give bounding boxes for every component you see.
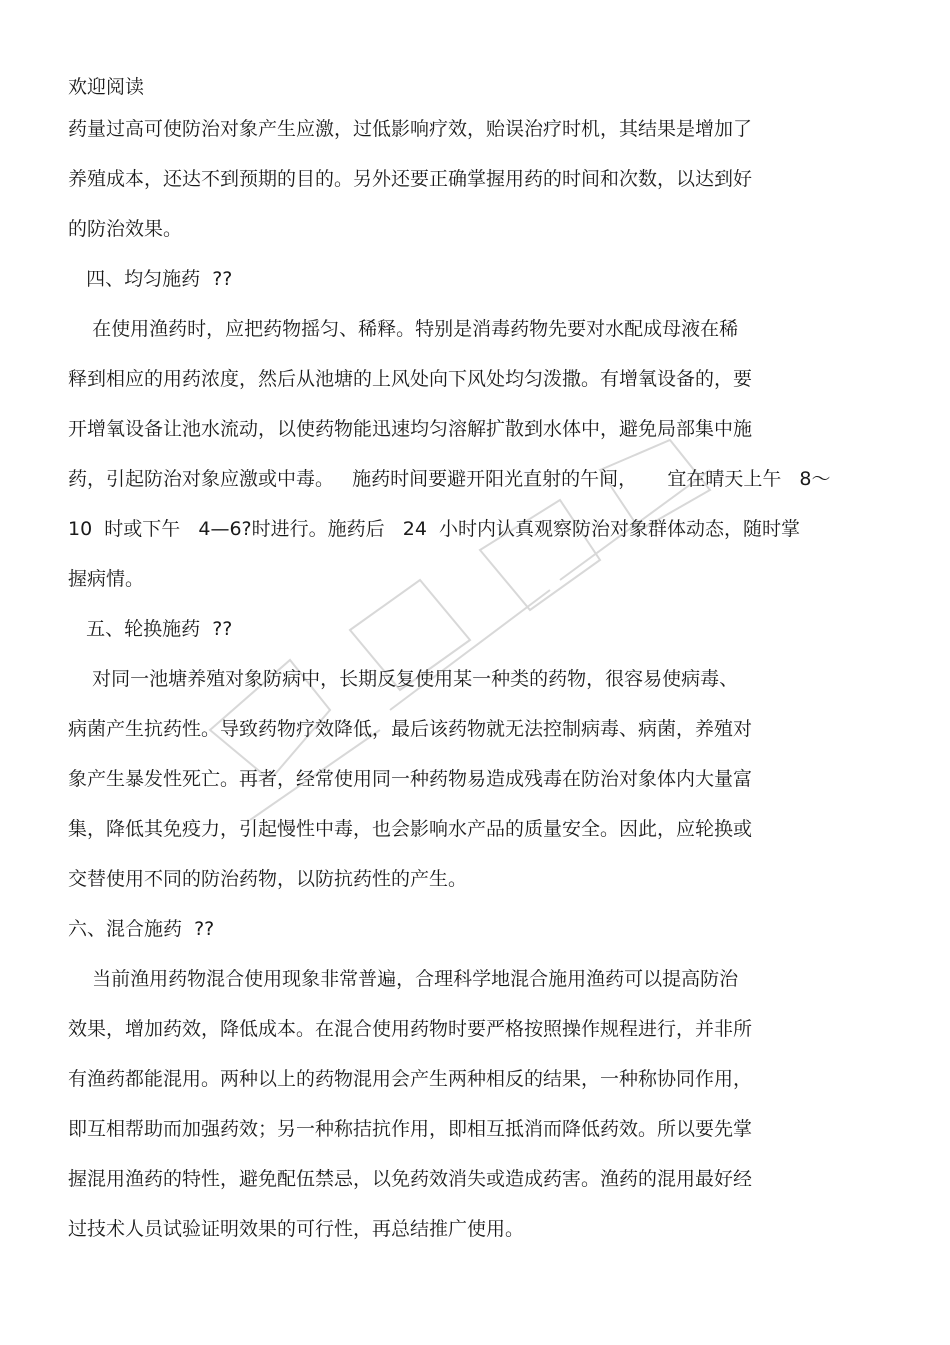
text-line-8: 药，引起防治对象应激或中毒。 施药时间要避开阳光直射的午间， 宜在晴天上午 8～: [68, 468, 831, 490]
text-line-19: 效果，增加药效，降低成本。在混合使用药物时要严格按照操作规程进行，并非所: [68, 1018, 753, 1040]
text-line-20: 有渔药都能混用。两种以上的药物混用会产生两种相反的结果，一种称协同作用，: [68, 1068, 753, 1090]
text-line-5: 在使用渔药时，应把药物摇匀、稀释。特别是消毒药物先要对水配成母液在稀: [68, 318, 739, 340]
text-line-21: 即互相帮助而加强药效；另一种称拮抗作用，即相互抵消而降低药效。所以要先掌: [68, 1118, 753, 1140]
text-line-14: 象产生暴发性死亡。再者，经常使用同一种药物易造成残毒在防治对象体内大量富: [68, 768, 753, 790]
text-line-9: 10 时或下午 4—6?时进行。施药后 24 小时内认真观察防治对象群体动态，随时掌: [68, 518, 801, 540]
text-line-2: 养殖成本，还达不到预期的目的。另外还要正确掌握用药的时间和次数，以达到好: [68, 168, 753, 190]
text-line-6: 释到相应的用药浓度，然后从池塘的上风处向下风处均匀泼撒。有增氧设备的，要: [68, 368, 753, 390]
section-heading-4: 四、均匀施药 ??: [68, 268, 233, 290]
text-line-16: 交替使用不同的防治药物，以防抗药性的产生。: [68, 868, 468, 890]
text-line-15: 集，降低其免疫力，引起慢性中毒，也会影响水产品的质量安全。因此，应轮换或: [68, 818, 753, 840]
text-line-7: 开增氧设备让池水流动，以使药物能迅速均匀溶解扩散到水体中，避免局部集中施: [68, 418, 753, 440]
page-header: 欢迎阅读: [68, 76, 145, 98]
text-line-1: 药量过高可使防治对象产生应激，过低影响疗效，贻误治疗时机，其结果是增加了: [68, 118, 753, 140]
text-line-18: 当前渔用药物混合使用现象非常普遍，合理科学地混合施用渔药可以提高防治: [68, 968, 739, 990]
text-line-23: 过技术人员试验证明效果的可行性，再总结推广使用。: [68, 1218, 525, 1240]
section-heading-6: 六、混合施药 ??: [68, 918, 215, 940]
text-line-10: 握病情。: [68, 568, 145, 590]
text-line-3: 的防治效果。: [68, 218, 183, 240]
text-line-13: 病菌产生抗药性。导致药物疗效降低，最后该药物就无法控制病毒、病菌，养殖对: [68, 718, 753, 740]
section-heading-5: 五、轮换施药 ??: [68, 618, 233, 640]
text-line-22: 握混用渔药的特性，避免配伍禁忌，以免药效消失或造成药害。渔药的混用最好经: [68, 1168, 753, 1190]
text-line-12: 对同一池塘养殖对象防病中，长期反复使用某一种类的药物，很容易使病毒、: [68, 668, 739, 690]
